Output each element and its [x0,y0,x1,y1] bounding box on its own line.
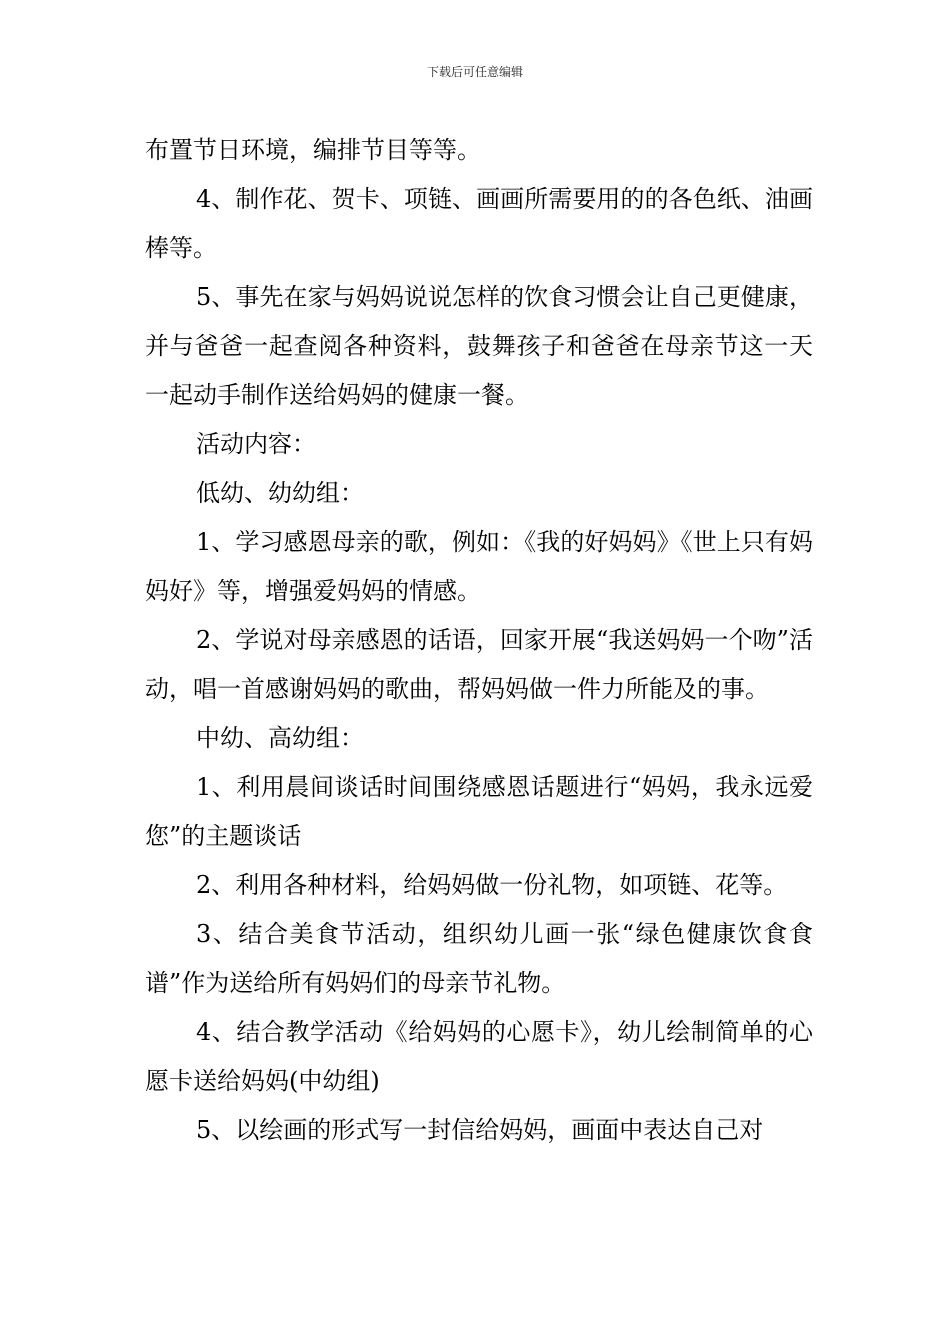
document-body [145,126,813,1155]
paragraph-senior-item-3: 3、结合美食节活动，组织幼儿画一张“绿色健康饮食食谱”作为送给所有妈妈们的母亲节礼物。 [145,920,813,997]
paragraph-senior-item-1: 1、利用晨间谈话时间围绕感恩话题进行“妈妈，我永远爱您”的主题谈话 [145,773,813,850]
paragraph-junior-item-2: 2、学说对母亲感恩的话语，回家开展“我送妈妈一个吻”活动，唱一首感谢妈妈的歌曲，帮妈妈做一件力所能及的事。 [145,626,813,703]
paragraph-senior-item-5: 5、以绘画的形式写一封信给妈妈，画面中表达自己对 [196,1116,764,1144]
paragraph-item-4-materials: 4、制作花、贺卡、项链、画画所需要用的的各色纸、油画棒等。 [145,185,813,262]
section-heading-activity-content: 活动内容： [196,430,316,458]
paragraph-senior-item-4: 4、结合教学活动《给妈妈的心愿卡》，幼儿绘制简单的心愿卡送给妈妈(中幼组) [145,1018,813,1095]
page-header: 下载后可任意编辑 [426,65,523,79]
paragraph-senior-item-2: 2、利用各种材料，给妈妈做一份礼物，如项链、花等。 [196,871,788,899]
paragraph-continuation: 布置节日环境，编排节目等等。 [145,136,481,164]
paragraph-item-5-healthy-meal: 5、事先在家与妈妈说说怎样的饮食习惯会让自己更健康，并与爸爸一起查阅各种资料，鼓舞孩子和爸爸在母亲节这一天一起动手制作送给妈妈的健康一餐。 [145,283,813,409]
subheading-senior-group: 中幼、高幼组： [196,724,364,752]
subheading-junior-group: 低幼、幼幼组： [196,479,364,507]
paragraph-junior-item-1: 1、学习感恩母亲的歌，例如：《我的好妈妈》《世上只有妈妈好》等，增强爱妈妈的情感。 [145,528,813,605]
